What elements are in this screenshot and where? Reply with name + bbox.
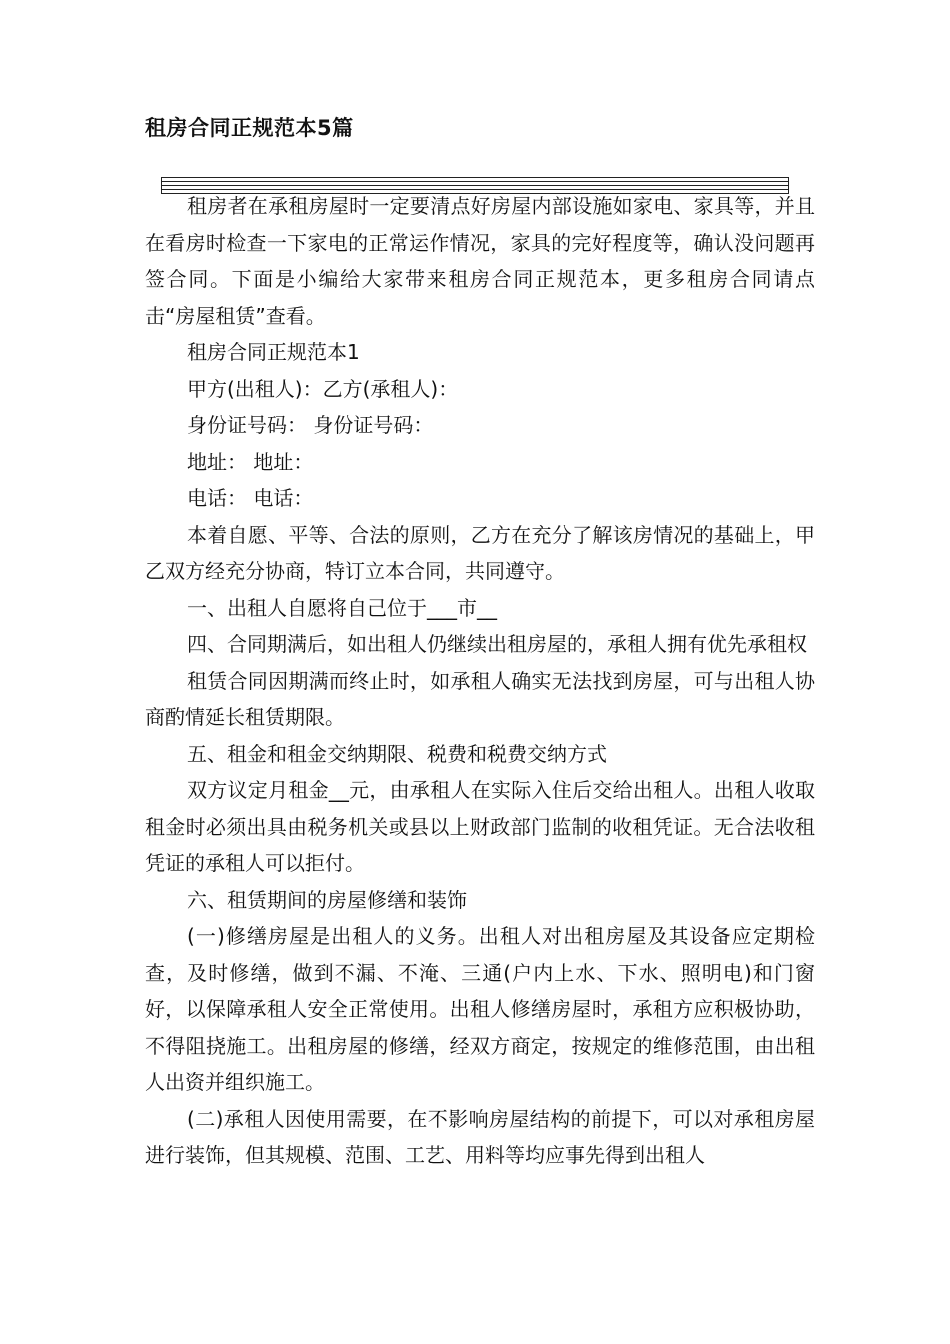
clause-four: 四、合同期满后，如出租人仍继续出租房屋的，承租人拥有优先承租权 — [187, 632, 807, 656]
rule-line — [161, 177, 789, 178]
rule-line — [161, 181, 789, 182]
party-line: 甲方(出租人)：乙方(承租人)： — [187, 376, 459, 401]
principle-paragraph: 本着自愿、平等、合法的原则，乙方在充分了解该房情况的基础上，甲乙双方经充分协商，特订立本合同，共同遵守。 — [145, 522, 815, 583]
section-heading: 租房合同正规范本1 — [187, 340, 360, 364]
lease-extension-paragraph: 租赁合同因期满而终止时，如承租人确实无法找到房屋，可与出租人协商酌情延长租赁期限。 — [145, 668, 815, 729]
id-number-line: 身份证号码： 身份证号码： — [187, 413, 434, 437]
repair-paragraph: (一)修缮房屋是出租人的义务。出租人对出租房屋及其设备应定期检查，及时修缮，做到不漏、不淹、三通(户内上水、下水、照明电)和门窗好，以保障承租人安全正常使用。出租人修缮房屋时，承租方应积极协助，不得阻挠施工。出租房屋的修缮，经双方商定，按规定的维修范围，由出租人出资并组织施工。 — [145, 924, 815, 1094]
clause-one: 一、出租人自愿将自己位于___市__ — [187, 595, 497, 620]
intro-paragraph: 租房者在承租房屋时一定要清点好房屋内部设施如家电、家具等，并且在看房时检查一下家电的正常运作情况，家具的完好程度等，确认没问题再签合同。下面是小编给大家带来租房合同正规范本，更多租房合同请点击“房屋租赁”查看。 — [145, 194, 815, 328]
document-title: 租房合同正规范本5篇 — [145, 116, 354, 140]
decoration-paragraph: (二)承租人因使用需要，在不影响房屋结构的前提下，可以对承租房屋进行装饰，但其规模、范围、工艺、用料等均应事先得到出租人 — [145, 1106, 815, 1167]
phone-line: 电话： 电话： — [187, 486, 314, 510]
clause-six: 六、租赁期间的房屋修缮和装饰 — [187, 887, 467, 912]
rule-line — [161, 185, 789, 186]
rent-paragraph: 双方议定月租金__元，由承租人在实际入住后交给出租人。出租人收取租金时必须出具由税务机关或县以上财政部门监制的收租凭证。无合法收租凭证的承租人可以拒付。 — [145, 778, 815, 875]
document-body — [145, 188, 815, 1174]
clause-five: 五、租金和租金交纳期限、税费和税费交纳方式 — [187, 741, 607, 766]
address-line: 地址： 地址： — [187, 449, 314, 474]
